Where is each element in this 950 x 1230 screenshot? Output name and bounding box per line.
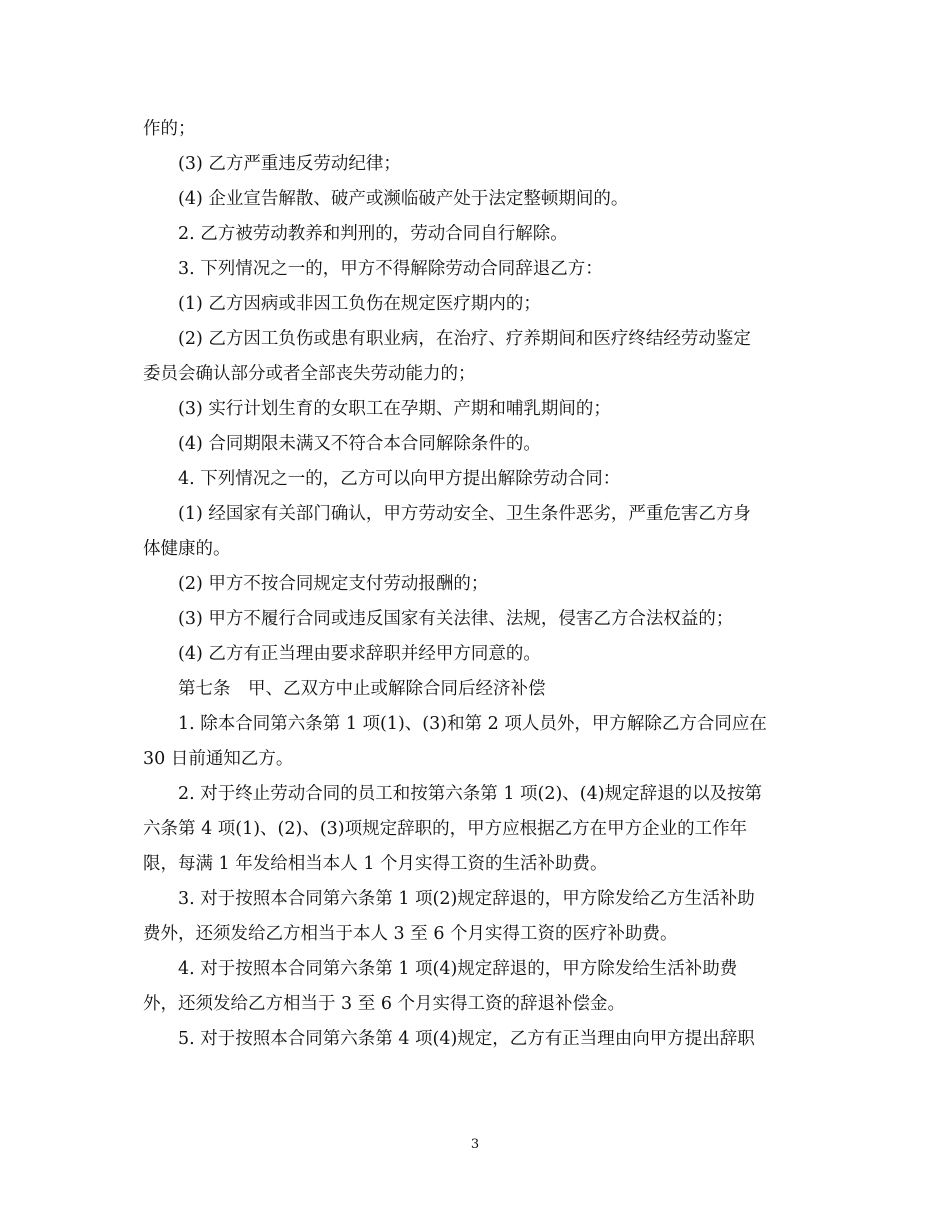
text-line: 2. 对于终止劳动合同的员工和按第六条第 1 项(2)、(4)规定辞退的以及按第	[178, 784, 763, 804]
text-line: 1. 除本合同第六条第 1 项(1)、(3)和第 2 项人员外，甲方解除乙方合同应在	[178, 714, 767, 734]
text-line: (1) 乙方因病或非因工负伤在规定医疗期内的；	[178, 294, 541, 314]
page-number: 3	[470, 1137, 480, 1152]
text-line: 第七条 甲、乙双方中止或解除合同后经济补偿	[178, 679, 546, 699]
text-line: 六条第 4 项(1)、(2)、(3)项规定辞职的，甲方应根据乙方在甲方企业的工作年	[143, 819, 748, 839]
text-line: 30 日前通知乙方。	[143, 749, 294, 769]
text-line: 费外，还须发给乙方相当于本人 3 至 6 个月实得工资的医疗补助费。	[143, 924, 678, 944]
text-line: 5. 对于按照本合同第六条第 4 项(4)规定，乙方有正当理由向甲方提出辞职	[178, 1029, 755, 1049]
text-line: (4) 企业宣告解散、破产或濒临破产处于法定整顿期间的。	[178, 189, 629, 209]
text-line: 外，还须发给乙方相当于 3 至 6 个月实得工资的辞退补偿金。	[143, 994, 626, 1014]
text-line: (4) 乙方有正当理由要求辞职并经甲方同意的。	[178, 644, 541, 664]
text-line: 2. 乙方被劳动教养和判刑的，劳动合同自行解除。	[178, 224, 568, 244]
text-line: 3. 下列情况之一的，甲方不得解除劳动合同辞退乙方：	[178, 259, 603, 279]
text-line: 4. 下列情况之一的，乙方可以向甲方提出解除劳动合同：	[178, 469, 621, 489]
document-body	[143, 112, 811, 1057]
text-line: 委员会确认部分或者全部丧失劳动能力的；	[143, 364, 476, 384]
text-line: 限，每满 1 年发给相当本人 1 个月实得工资的生活补助费。	[143, 854, 608, 874]
text-line: (2) 乙方因工负伤或患有职业病，在治疗、疗养期间和医疗终结经劳动鉴定	[178, 329, 751, 349]
text-line: (3) 实行计划生育的女职工在孕期、产期和哺乳期间的；	[178, 399, 611, 419]
text-line: (3) 乙方严重违反劳动纪律；	[178, 154, 401, 174]
text-line: 4. 对于按照本合同第六条第 1 项(4)规定辞退的，甲方除发给生活补助费	[178, 959, 738, 979]
text-line: 3. 对于按照本合同第六条第 1 项(2)规定辞退的，甲方除发给乙方生活补助	[178, 889, 755, 909]
text-line: (4) 合同期限未满又不符合本合同解除条件的。	[178, 434, 541, 454]
text-line: (2) 甲方不按合同规定支付劳动报酬的；	[178, 574, 489, 594]
text-line: (3) 甲方不履行合同或违反国家有关法律、法规，侵害乙方合法权益的；	[178, 609, 734, 629]
text-line: 作的；	[143, 119, 196, 139]
text-line: 体健康的。	[143, 539, 231, 559]
text-line: (1) 经国家有关部门确认，甲方劳动安全、卫生条件恶劣，严重危害乙方身	[178, 504, 751, 524]
